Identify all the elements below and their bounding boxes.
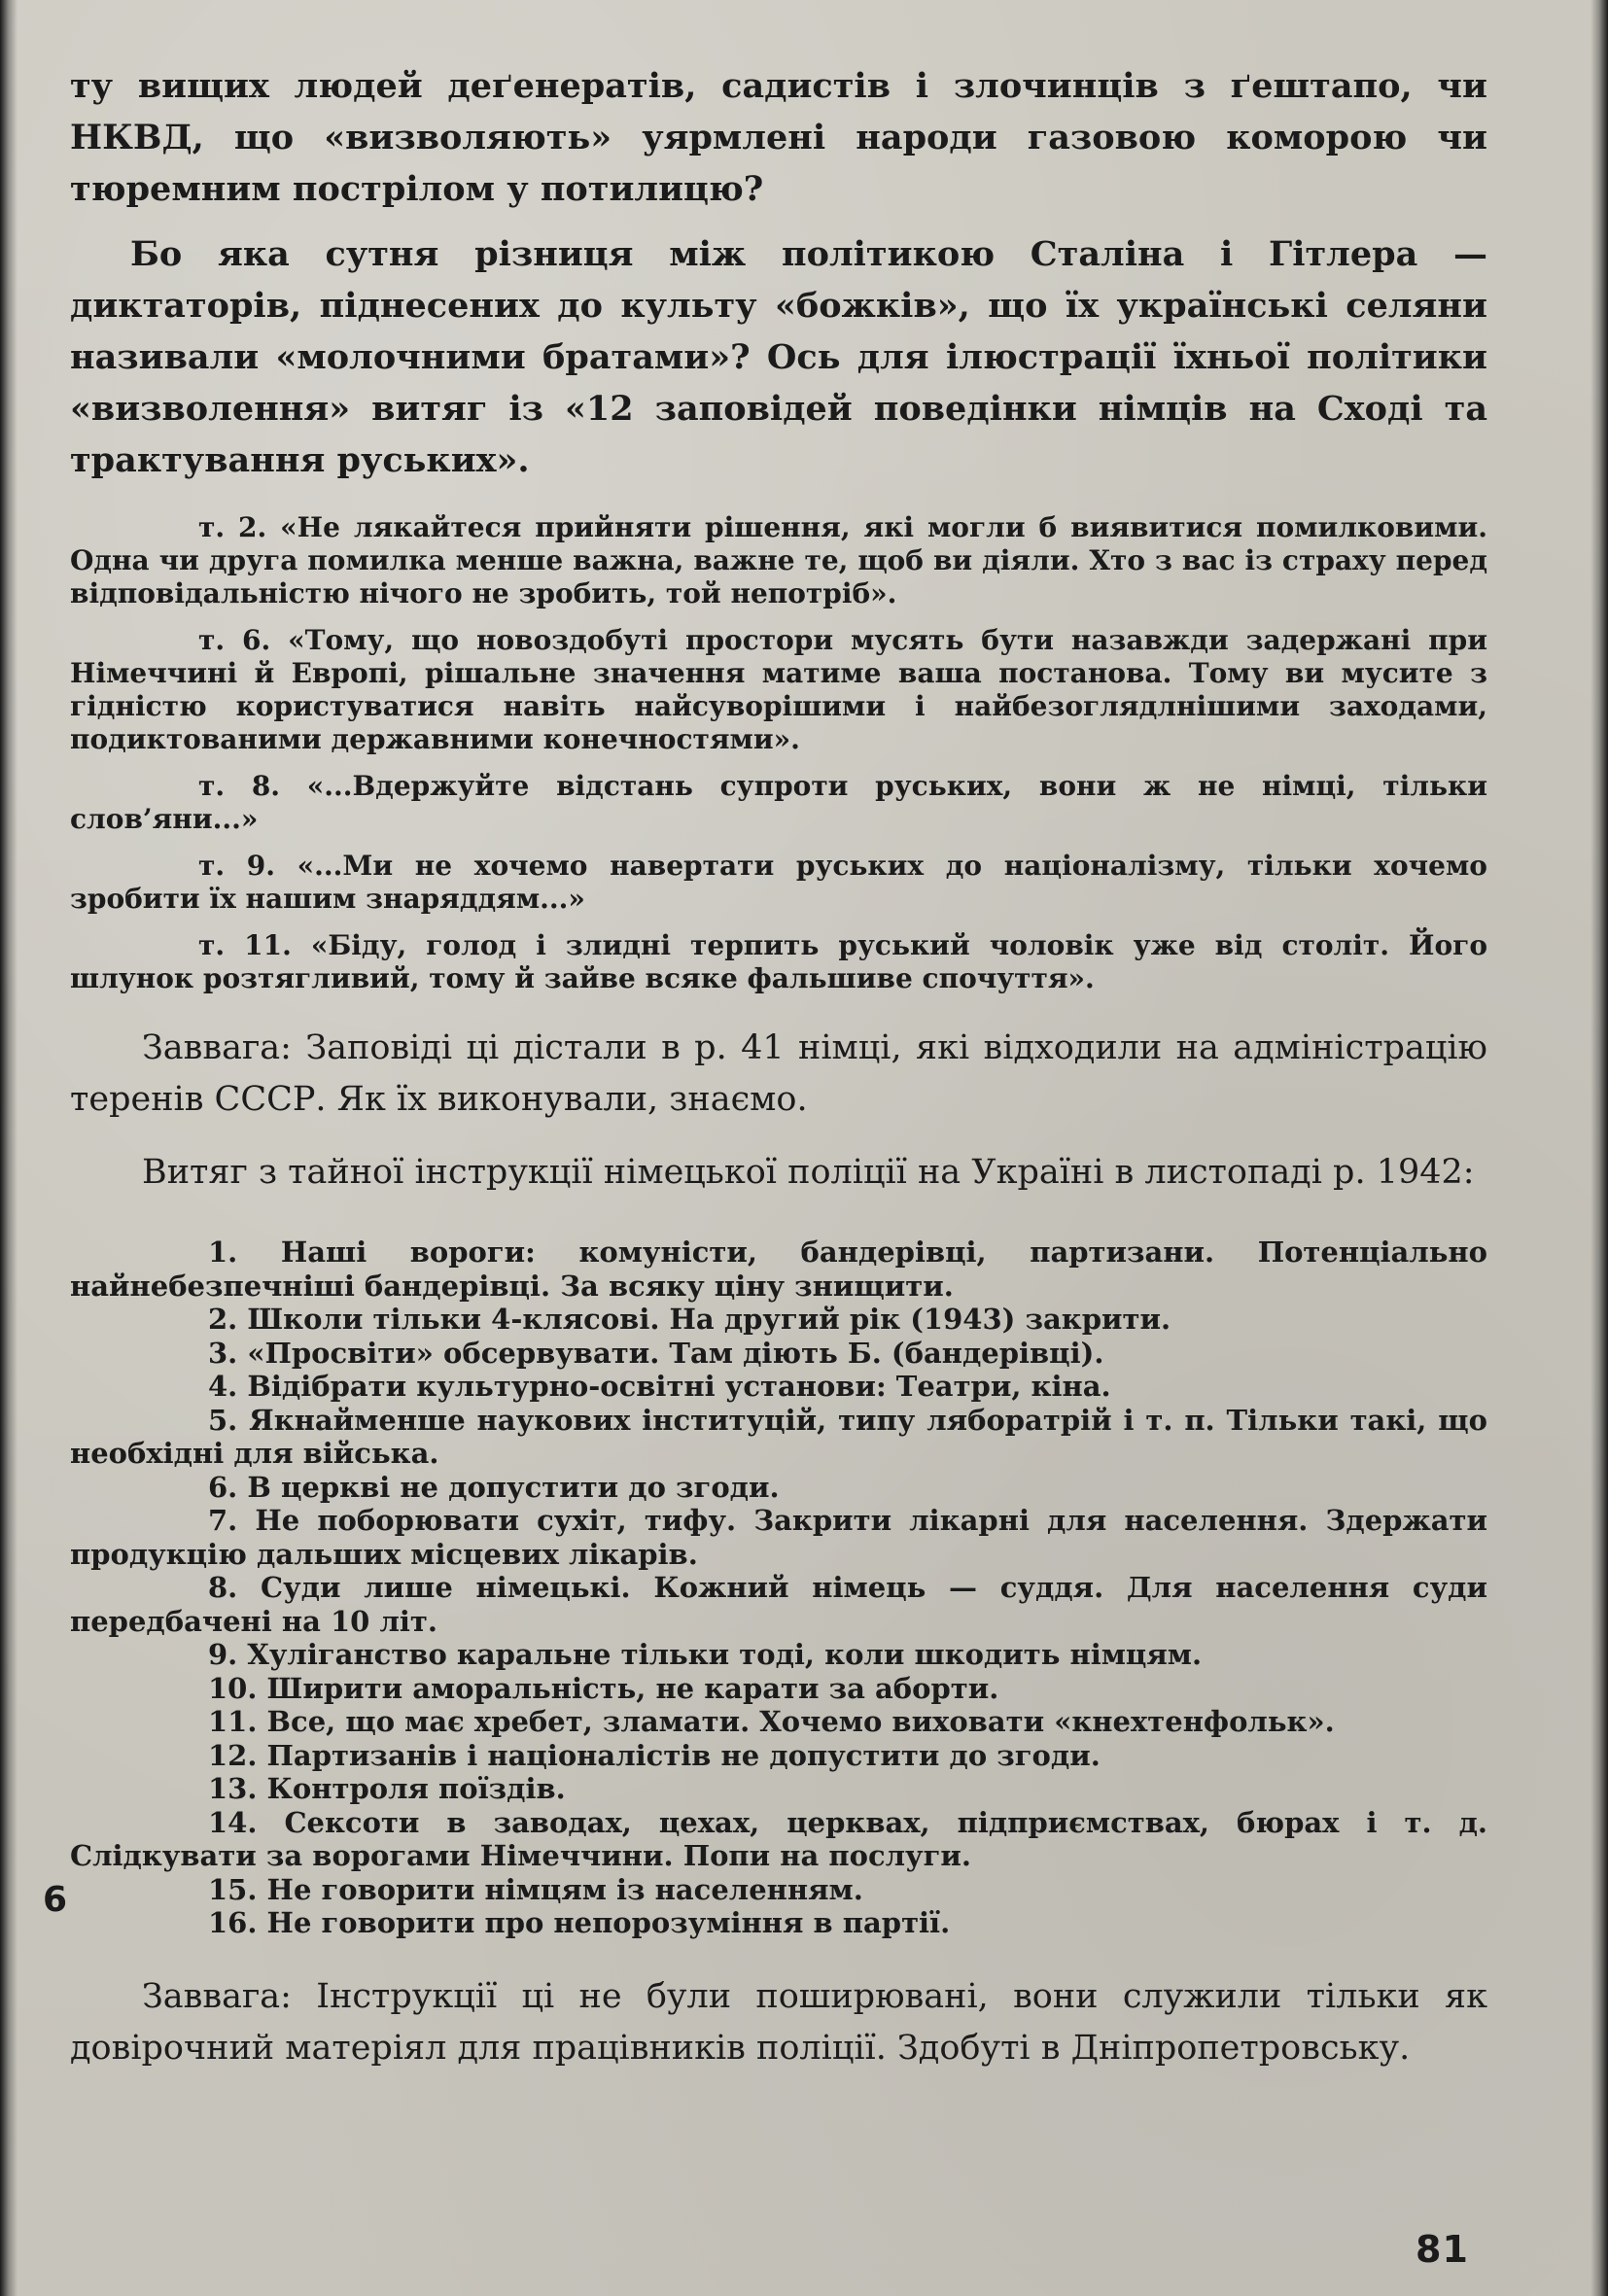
instruction-item: 8. Суди лише німецькі. Кожний німець — суддя. Для населення суди передбачені на 10 літ.: [70, 1571, 1487, 1638]
instruction-item: 6. В церкві не допустити до згоди.: [208, 1470, 780, 1504]
instruction-item: 10. Ширити аморальність, не карати за аборти.: [208, 1671, 999, 1705]
instruction-item: 7. Не поборювати сухіт, тифу. Закрити лікарні для населення. Здержати продукцію дальших місцевих лікарів.: [70, 1504, 1487, 1571]
instruction-item: 11. Все, що має хребет, зламати. Хочемо виховати «кнехтенфольк».: [208, 1705, 1335, 1738]
police-instructions-list: [70, 1235, 1487, 1940]
text-column: [70, 60, 1487, 2074]
commandment-item: т. 11. «Біду, голод і злидні терпить руський чоловік уже від століт. Його шлунок розтягливий, тому й зайве всяке фальшиве спочуття».: [70, 929, 1487, 994]
signature-mark: 6: [43, 1880, 68, 1920]
commandment-item: т. 2. «Не лякайтеся прийняти рішення, які могли б виявитися помилковими. Одна чи друга помилка менше важна, важне те, щоб ви діяли. Хто з вас із страху перед відповідальністю нічого не зробить, той непотріб».: [70, 511, 1487, 609]
paragraph-continuation: ту вищих людей деґенератів, садистів і злочинців з ґештапо, чи НКВД, що «визволяють» уярмлені народи газовою коморою чи тюремним пострілом у потилицю?: [70, 66, 1487, 209]
page-edge-shadow-left: [0, 0, 17, 2296]
instruction-item: 15. Не говорити німцям із населенням.: [208, 1872, 863, 1906]
commandment-item: т. 6. «Тому, що новоздобуті простори мусять бути назавжди задержані при Німеччині й Европі, рішальне значення матиме ваша постанова. Тому ви мусите з гідністю користуватися навіть найсуворішими і найбезоглядлнішими заходами, подиктованими державними конечностями».: [70, 624, 1487, 755]
page-edge-shadow-right: [1591, 0, 1608, 2296]
paragraph-stalin-hitler: Бо яка сутня різниця між політикою Сталіна і Гітлера — диктаторів, піднесених до культу «божків», що їх українські селяни називали «молочними братами»? Ось для ілюстрації їхньої політики «визволення» витяг із «12 заповідей поведінки німців на Сході та трактування руських».: [70, 234, 1487, 480]
instruction-item: 5. Якнайменше наукових інституцій, типу ляборатрій і т. п. Тільки такі, що необхідні для війська.: [70, 1403, 1487, 1470]
instruction-item: 1. Наші вороги: комуністи, бандерівці, партизани. Потенціально найнебезпечніші бандерівці. За всяку ціну знищити.: [70, 1235, 1487, 1303]
commandments-list: [70, 511, 1487, 995]
commandment-item: т. 8. «...Вдержуйте відстань супроти руських, вони ж не німці, тільки слов’яни...»: [70, 770, 1487, 835]
instruction-intro: Витяг з тайної інструкції німецької поліції на Україні в листопаді р. 1942:: [142, 1153, 1475, 1192]
commandment-item: т. 9. «...Ми не хочемо навертати руських до націоналізму, тільки хочемо зробити їх нашим знаряддям...»: [70, 850, 1487, 915]
instruction-item: 9. Хуліганство каральне тільки тоді, коли шкодить німцям.: [208, 1638, 1203, 1671]
instruction-item: 16. Не говорити про непорозуміння в партії.: [208, 1906, 951, 1939]
instruction-item: 3. «Просвіти» обсервувати. Там діють Б. (бандерівці).: [208, 1336, 1104, 1370]
instruction-item: 14. Сексоти в заводах, цехах, церквах, підприємствах, бюрах і т. д. Слідкувати за ворогами Німеччини. Попи на послуги.: [70, 1805, 1487, 1872]
instruction-item: 4. Відібрати культурно-освітні установи: Театри, кіна.: [208, 1370, 1111, 1403]
instruction-item: 12. Партизанів і націоналістів не допустити до згоди.: [208, 1738, 1101, 1772]
note-instructions: Заввага: Інструкції ці не були поширювані, вони служили тільки як довірочний матеріял для працівників поліції. Здобуті в Дніпропетровську.: [70, 1976, 1487, 2068]
note-commandments: Заввага: Заповіді ці дістали в р. 41 німці, які відходили на адміністрацію теренів СССР. Як їх виконували, знаємо.: [70, 1028, 1487, 1119]
instruction-item: 2. Школи тільки 4-клясові. На другий рік (1943) закрити.: [208, 1303, 1171, 1336]
instruction-item: 13. Контроля поїздів.: [208, 1772, 566, 1805]
page-number: 81: [1416, 2228, 1469, 2271]
